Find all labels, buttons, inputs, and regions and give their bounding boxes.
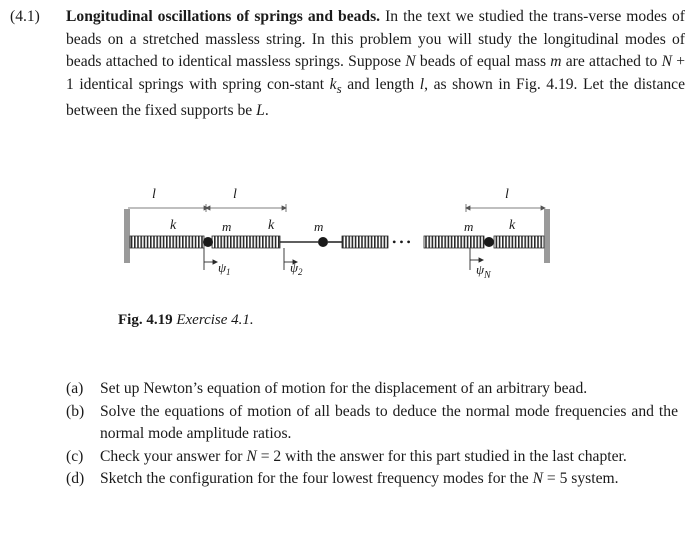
problem-body: [66, 6, 685, 123]
spring-2: [212, 236, 280, 248]
ellipsis-dots: • • •: [392, 235, 411, 249]
displacement-markers: [204, 248, 483, 270]
spring-bead-diagram: [118, 178, 558, 288]
problem-statement: [10, 6, 685, 123]
mass-label-2: m: [314, 219, 324, 234]
var-k-sub: s: [336, 80, 342, 96]
right-wall: [544, 209, 550, 263]
problem-number: (4.1): [10, 8, 40, 25]
problem-text-2: beads of equal mass: [419, 53, 547, 71]
psi-2-symbol: ψ: [290, 260, 299, 275]
spring-3: [342, 236, 388, 248]
var-N: N: [405, 53, 416, 71]
part-d-var-N: N: [532, 470, 544, 488]
spring-label-1: k: [170, 218, 177, 233]
part-d: [66, 468, 678, 491]
bead-1: [203, 237, 213, 247]
spring-label-n: k: [509, 218, 516, 233]
figure-caption-label: Fig. 4.19: [118, 312, 173, 328]
spring-label-2: k: [268, 218, 275, 233]
part-d-label: (d): [66, 470, 85, 488]
var-m: m: [550, 53, 562, 71]
figure-caption: [118, 312, 254, 329]
part-c-text-pre: Check your answer for: [100, 447, 243, 465]
psi-2-subscript: 2: [298, 267, 303, 277]
part-d-text-pre: Sketch the configuration for the four lowest frequency modes for the: [100, 470, 529, 488]
problem-title: Longitudinal oscillations of springs and beads.: [66, 8, 381, 25]
problem-text-5: and length: [347, 75, 415, 93]
part-c-label: (c): [66, 447, 84, 465]
dimension-arrows: [128, 204, 545, 212]
var-L: L: [256, 102, 265, 120]
part-a-label: (a): [66, 380, 84, 397]
exercise-parts: [66, 378, 678, 491]
length-label-1: l: [152, 187, 156, 202]
part-b-label: (b): [66, 402, 85, 420]
part-d-text-post: = 5 system.: [546, 470, 619, 488]
problem-text-1: In the text we studied the trans-verse modes of beads on a stretched massless string. In this problem you will study the longitudinal modes of beads attached to identical massless springs. Suppose: [66, 8, 685, 71]
spring-n-plus-1: [494, 236, 544, 248]
figure-caption-ref: Exercise 4.1.: [176, 312, 254, 328]
part-a-text: Set up Newton’s equation of motion for the displacement of an arbitrary bead.: [100, 380, 588, 397]
length-label-3: l: [505, 187, 509, 202]
bead-2: [318, 237, 328, 247]
problem-text-4: + 1 identical springs with spring con-stant: [66, 53, 685, 93]
bead-n: [484, 237, 494, 247]
mass-label-1: m: [222, 219, 232, 234]
part-c-text-post: = 2 with the answer for this part studied in the last chapter.: [260, 447, 627, 465]
var-N-2: N: [661, 53, 672, 71]
spring-1: [130, 236, 204, 248]
mass-label-n: m: [464, 219, 474, 234]
psi-n-symbol: ψ: [476, 262, 485, 277]
figure-4-19: [118, 178, 558, 288]
length-label-2: l: [233, 187, 237, 202]
var-k: k: [329, 75, 337, 93]
psi-1-symbol: ψ: [218, 260, 227, 275]
psi-n-subscript: N: [484, 270, 491, 281]
part-b: [66, 401, 678, 446]
part-b-text: Solve the equations of motion of all beads to deduce the normal mode frequencies and the normal mode amplitude ratios.: [100, 402, 678, 443]
part-c-var-N: N: [246, 447, 257, 465]
part-a: [66, 378, 678, 401]
left-wall: [124, 209, 130, 263]
psi-1-subscript: 1: [226, 267, 231, 277]
problem-text-6: , as shown in Fig. 4.19. Let the distance between the fixed supports be: [66, 75, 685, 120]
problem-text-3: are attached to: [565, 53, 658, 71]
part-c: [66, 446, 678, 469]
spring-n: [424, 236, 484, 248]
problem-text-7: .: [264, 102, 269, 120]
var-l: l: [419, 75, 425, 93]
